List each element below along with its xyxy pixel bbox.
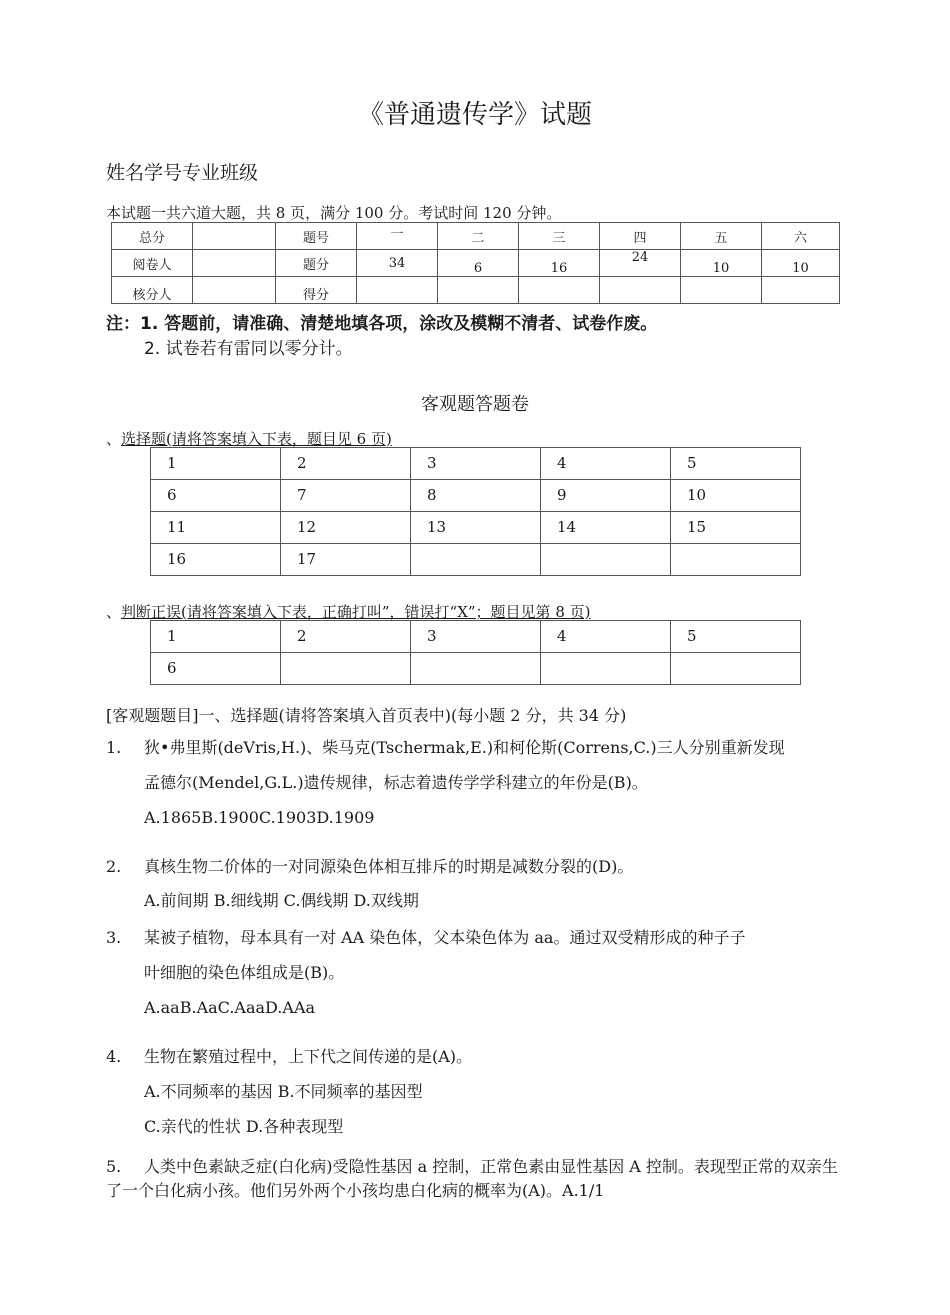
table-row bbox=[151, 512, 801, 544]
score-cell: 10 bbox=[762, 250, 840, 277]
answer-cell[interactable] bbox=[671, 544, 801, 576]
answer-cell[interactable]: 4 bbox=[541, 448, 671, 480]
note-2: 2. 试卷若有雷同以零分计。 bbox=[144, 339, 353, 359]
answer-cell[interactable]: 16 bbox=[151, 544, 281, 576]
exam-intro: 本试题一共六道大题，共 8 页，满分 100 分。考试时间 120 分钟。 bbox=[106, 204, 562, 222]
question-number: 3. bbox=[106, 928, 122, 947]
answer-cell[interactable] bbox=[281, 653, 411, 685]
question-1-line-1 bbox=[106, 735, 785, 758]
answer-cell[interactable]: 13 bbox=[411, 512, 541, 544]
score-row-1 bbox=[112, 223, 840, 250]
section-prefix: 、 bbox=[106, 603, 122, 621]
score-cell bbox=[762, 277, 840, 304]
score-cell: 一 bbox=[357, 223, 438, 250]
answer-cell[interactable]: 14 bbox=[541, 512, 671, 544]
score-cell bbox=[519, 277, 600, 304]
answer-cell[interactable]: 3 bbox=[411, 621, 541, 653]
answer-cell[interactable]: 10 bbox=[671, 480, 801, 512]
answer-cell[interactable]: 9 bbox=[541, 480, 671, 512]
question-text: 狄•弗里斯(deVris,H.)、柴马克(Tschermak,E.)和柯伦斯(Correns,C.)三人分别重新发现 bbox=[144, 738, 785, 757]
question-2-options: A.前间期 B.细线期 C.偶线期 D.双线期 bbox=[144, 891, 419, 910]
answer-cell[interactable]: 8 bbox=[411, 480, 541, 512]
score-cell: 核分人 bbox=[112, 277, 193, 304]
score-cell bbox=[357, 277, 438, 304]
score-cell: 五 bbox=[681, 223, 762, 250]
answer-cell[interactable] bbox=[541, 653, 671, 685]
question-4-options-2: C.亲代的性状 D.各种表现型 bbox=[144, 1117, 344, 1136]
score-cell: 题号 bbox=[276, 223, 357, 250]
score-row-2 bbox=[112, 250, 840, 277]
answer-cell[interactable]: 17 bbox=[281, 544, 411, 576]
section-prefix: 、 bbox=[106, 430, 122, 448]
score-cell: 16 bbox=[519, 250, 600, 277]
question-2-line-1 bbox=[106, 854, 633, 877]
note-1: 注：1. 答题前，请准确、清楚地填各项，涂改及模糊不清者、试卷作废。 bbox=[106, 314, 658, 334]
question-3-options: A.aaB.AaC.AaaD.AAa bbox=[144, 998, 316, 1017]
choice-answer-table bbox=[150, 447, 801, 576]
question-number: 5. bbox=[106, 1157, 122, 1176]
table-row bbox=[151, 448, 801, 480]
question-1-line-2: 孟德尔(Mendel,G.L.)遗传规律，标志着遗传学学科建立的年份是(B)。 bbox=[144, 773, 648, 792]
score-cell: 四 bbox=[600, 223, 681, 250]
notes-block bbox=[106, 312, 657, 362]
answer-cell[interactable]: 1 bbox=[151, 448, 281, 480]
score-cell bbox=[193, 223, 276, 250]
answer-cell[interactable]: 6 bbox=[151, 480, 281, 512]
answer-cell[interactable] bbox=[541, 544, 671, 576]
score-row-3 bbox=[112, 277, 840, 304]
answer-cell[interactable]: 5 bbox=[671, 621, 801, 653]
page-title: 《普通遗传学》试题 bbox=[357, 100, 592, 130]
question-number: 4. bbox=[106, 1047, 122, 1066]
question-number: 1. bbox=[106, 738, 122, 757]
objective-title: 客观题答题卷 bbox=[421, 394, 529, 415]
score-cell: 六 bbox=[762, 223, 840, 250]
student-info-line: 姓名学号专业班级 bbox=[106, 162, 259, 184]
truefalse-answer-table bbox=[150, 620, 801, 685]
answer-cell[interactable] bbox=[671, 653, 801, 685]
answer-cell[interactable]: 7 bbox=[281, 480, 411, 512]
score-cell: 总分 bbox=[112, 223, 193, 250]
section-truefalse-heading bbox=[106, 601, 591, 622]
answer-cell[interactable]: 11 bbox=[151, 512, 281, 544]
question-1-options: A.1865B.1900C.1903D.1909 bbox=[144, 808, 375, 827]
answer-cell[interactable]: 15 bbox=[671, 512, 801, 544]
score-cell: 24 bbox=[600, 250, 681, 277]
questions-header: [客观题题目]一、选择题(请将答案填入首页表中)(每小题 2 分，共 34 分) bbox=[106, 706, 627, 725]
answer-cell[interactable]: 5 bbox=[671, 448, 801, 480]
answer-cell[interactable]: 1 bbox=[151, 621, 281, 653]
score-cell: 6 bbox=[438, 250, 519, 277]
score-cell: 二 bbox=[438, 223, 519, 250]
question-3-line-2: 叶细胞的染色体组成是(B)。 bbox=[144, 963, 345, 982]
question-3-line-1 bbox=[106, 925, 745, 948]
table-row bbox=[151, 544, 801, 576]
score-cell bbox=[438, 277, 519, 304]
score-cell bbox=[193, 250, 276, 277]
question-4-line-1 bbox=[106, 1044, 472, 1067]
question-number: 2. bbox=[106, 857, 122, 876]
section-truefalse-text: 判断正误(请将答案填入下表，正确打叫”，错误打“X”；题目见第 8 页) bbox=[121, 603, 591, 621]
question-text: 某被子植物，母本具有一对 AA 染色体，父本染色体为 aa。通过双受精形成的种子子 bbox=[144, 928, 746, 947]
score-cell: 题分 bbox=[276, 250, 357, 277]
table-row bbox=[151, 480, 801, 512]
answer-cell[interactable]: 6 bbox=[151, 653, 281, 685]
score-cell: 得分 bbox=[276, 277, 357, 304]
answer-cell[interactable]: 3 bbox=[411, 448, 541, 480]
answer-cell[interactable] bbox=[411, 544, 541, 576]
score-cell: 三 bbox=[519, 223, 600, 250]
table-row bbox=[151, 621, 801, 653]
answer-cell[interactable]: 4 bbox=[541, 621, 671, 653]
question-text: 生物在繁殖过程中，上下代之间传递的是(A)。 bbox=[144, 1047, 473, 1066]
score-cell: 34 bbox=[357, 250, 438, 277]
answer-cell[interactable] bbox=[411, 653, 541, 685]
question-text: 真核生物二价体的一对同源染色体相互排斥的时期是减数分裂的(D)。 bbox=[144, 857, 634, 876]
score-table bbox=[111, 222, 840, 304]
section-choice-text: 选择题(请将答案填入下表，题目见 6 页) bbox=[121, 430, 392, 448]
score-cell: 10 bbox=[681, 250, 762, 277]
question-4-options-1: A.不同频率的基因 B.不同频率的基因型 bbox=[144, 1082, 423, 1101]
answer-cell[interactable]: 12 bbox=[281, 512, 411, 544]
answer-cell[interactable]: 2 bbox=[281, 621, 411, 653]
score-cell: 阅卷人 bbox=[112, 250, 193, 277]
score-cell bbox=[600, 277, 681, 304]
score-cell bbox=[681, 277, 762, 304]
section-choice-heading bbox=[106, 428, 392, 449]
score-cell bbox=[193, 277, 276, 304]
table-row bbox=[151, 653, 801, 685]
answer-cell[interactable]: 2 bbox=[281, 448, 411, 480]
question-5 bbox=[106, 1155, 846, 1203]
question-text: 人类中色素缺乏症(白化病)受隐性基因 a 控制，正常色素由显性基因 A 控制。表现型正常的双亲生了一个白化病小孩。他们另外两个小孩均患白化病的概率为(A)。A.1/1 bbox=[106, 1157, 838, 1200]
